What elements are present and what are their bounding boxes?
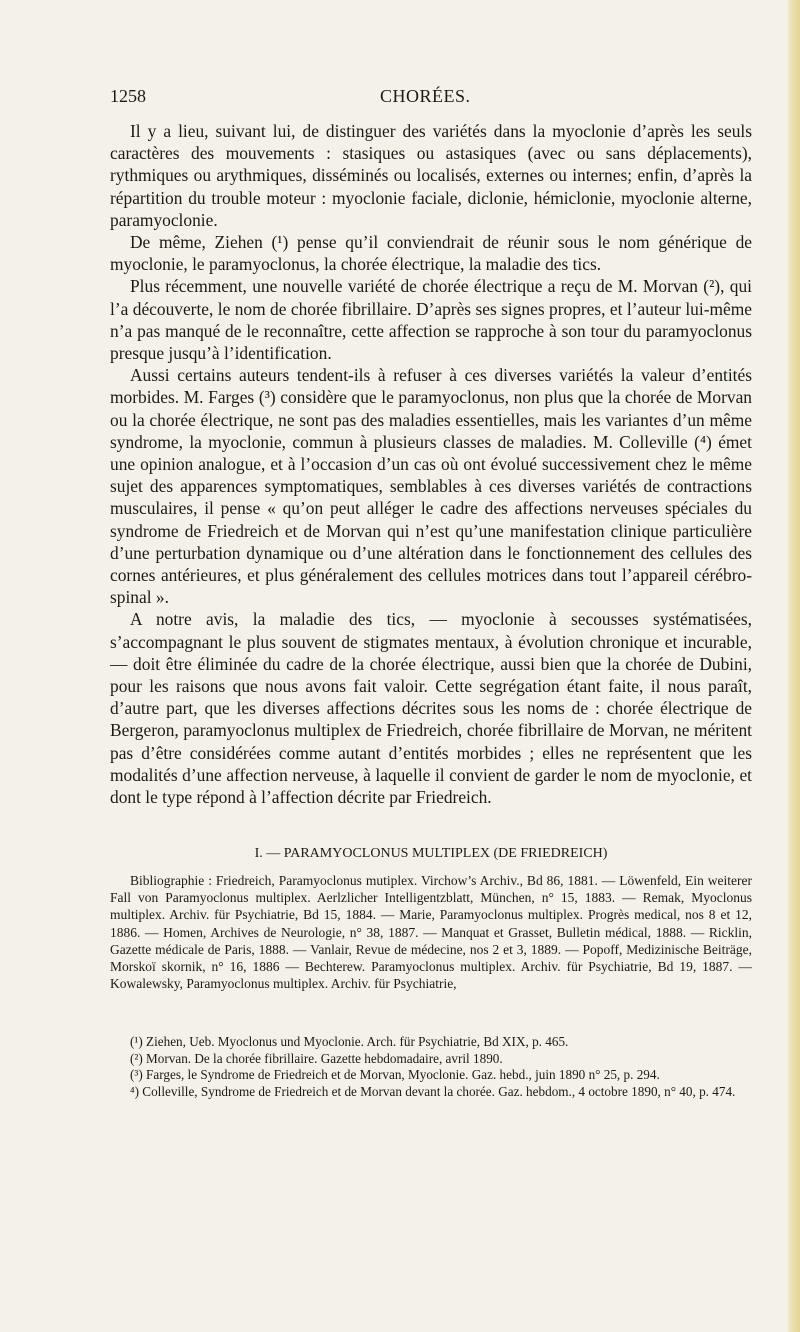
running-header (110, 86, 750, 110)
footnote: (²) Morvan. De la chorée fibrillaire. Gazette hebdomadaire, avril 1890. (130, 1050, 503, 1066)
main-text (110, 120, 752, 808)
footnotes (110, 1034, 752, 1100)
page-number: 1258 (110, 86, 146, 106)
paragraph: Il y a lieu, suivant lui, de distinguer des variétés dans la myoclonie d’après les seuls caractères des mouvements : stasiques ou astasiques (avec ou sans déplacements), rythmiques ou arythmiques, disséminés ou localisés, externes ou internes; enfin, d’après la répartition du trouble moteur : myoclonie faciale, diclonie, hémiclonie, myoclonie alterne, paramyoclonie. (110, 121, 752, 230)
section-heading: I. — PARAMYOCLONUS MULTIPLEX (DE FRIEDREICH) (254, 846, 608, 861)
paragraph: Plus récemment, une nouvelle variété de chorée électrique a reçu de M. Morvan (²), qui l’a découverte, le nom de chorée fibrillaire. D’après ses signes propres, et l’auteur lui-même n’a pas manqué de le reconnaître, cette affection se rapproche à son tour du paramyoclonus presque jusqu’à l’identification. (110, 276, 752, 364)
footnote: (¹) Ziehen, Ueb. Myoclonus und Myoclonie. Arch. für Psychiatrie, Bd XIX, p. 465. (130, 1034, 569, 1049)
bibliography (110, 872, 752, 992)
paragraph: Aussi certains auteurs tendent-ils à refuser à ces diverses variétés la valeur d’entités morbides. M. Farges (³) considère que le paramyoclonus, non plus que la chorée de Morvan ou la chorée électrique, ne sont pas des maladies essentielles, mais les variantes d’un même syndrome, la myoclonie, commun à plusieurs classes de maladies. M. Colleville (⁴) émet une opinion analogue, et à l’occasion d’un cas où ont évolué successivement chez le même sujet des apparences symptomatiques, semblables à ces diverses variétés de contractions musculaires, il pense « qu’on peut alléger le cadre des affections nerveuses spéciales du syndrome de Friedreich et de Morvan qui n’est qu’une manifestation clinique particulière d’une perturbation dynamique ou d’une altération dans le fonctionnement des cellules des cornes antérieures, et plus généralement des cellules motrices dans tout l’appareil cérébro-spinal ». (110, 365, 752, 608)
footnote: ⁴) Colleville, Syndrome de Friedreich et de Morvan devant la chorée. Gaz. hebdom., 4 octobre 1890, n° 40, p. 474. (130, 1083, 736, 1099)
paragraph: A notre avis, la maladie des tics, — myoclonie à secousses systématisées, s’accompagnant le plus souvent de stigmates mentaux, à évolution chronique et incurable, — doit être éliminée du cadre de la chorée électrique, aussi bien que la chorée de Dubini, pour les raisons que nous avons fait valoir. Cette segrégation étant faite, il nous paraît, d’autre part, que les diverses affections décrites sous les noms de : chorée électrique de Bergeron, paramyoclonus multiplex de Friedreich, chorée fibrillaire de Morvan, ne méritent pas d’être considérées comme autant d’entités morbides ; elles ne représentent que les modalités d’une affection nerveuse, à laquelle il convient de garder le nom de myoclonie, et dont le type répond à l’affection décrite par Friedreich. (110, 609, 752, 808)
paragraph: De même, Ziehen (¹) pense qu’il conviendrait de réunir sous le nom générique de myoclonie, le paramyoclonus, la chorée électrique, la maladie des tics. (110, 232, 752, 275)
bibliography-text: Bibliographie : Friedreich, Paramyoclonus mutiplex. Virchow’s Archiv., Bd 86, 1881. — Löwenfeld, Ein weiterer Fall von Paramyoclonus multiplex. Aerlzlicher Intelligentzblatt, München, n° 15, 1883. — Remak, Myoclonus multiplex. Archiv. für Psychiatrie, Bd 15, 1884. — Marie, Paramyoclonus multiplex. Progrès medical, nos 8 et 12, 1886. — Homen, Archives de Neurologie, n° 38, 1887. — Manquat et Grasset, Bulletin médical, 1888. — Ricklin, Gazette médicale de Paris, 1888. — Vanlair, Revue de médecine, nos 2 et 3, 1889. — Popoff, Medizinische Beiträge, Morskoï skornik, n° 16, 1886 — Bechterew. Paramyoclonus multiplex. Archiv. für Psychiatrie, Bd 19, 1887. — Kowalewsky, Paramyoclonus multiplex. Archiv. für Psychiatrie, (110, 873, 752, 992)
footnote: (³) Farges, le Syndrome de Friedreich et de Morvan, Myoclonie. Gaz. hebd., juin 1890 n° 25, p. 294. (130, 1067, 660, 1083)
running-title: CHORÉES. (380, 86, 471, 106)
page-edge (788, 0, 800, 1332)
